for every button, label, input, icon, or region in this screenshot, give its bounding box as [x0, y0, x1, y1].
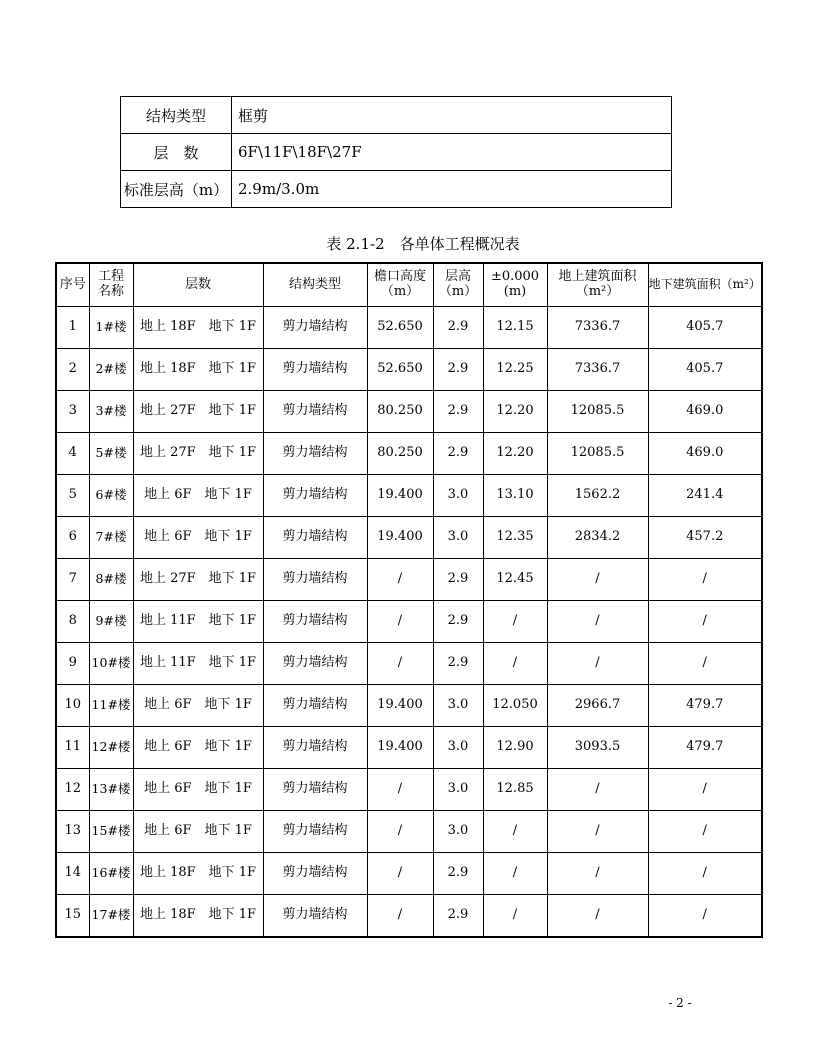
- summary-row: [121, 171, 672, 208]
- cell-above-area: 7336.7: [547, 307, 648, 349]
- table-row: [56, 853, 762, 895]
- cell-structure: 剪力墙结构: [263, 727, 367, 769]
- cell-structure: 剪力墙结构: [263, 685, 367, 727]
- cell-floors: 地上 6F 地下 1F: [133, 685, 263, 727]
- cell-structure: 剪力墙结构: [263, 601, 367, 643]
- cell-name: 6#楼: [89, 475, 133, 517]
- cell-name: 17#楼: [89, 895, 133, 938]
- cell-below-area: 469.0: [648, 391, 762, 433]
- table-row: [56, 685, 762, 727]
- cell-eave-height: 19.400: [367, 685, 433, 727]
- cell-eave-height: /: [367, 895, 433, 938]
- cell-below-area: /: [648, 643, 762, 685]
- cell-below-area: /: [648, 601, 762, 643]
- cell-eave-height: 80.250: [367, 391, 433, 433]
- cell-below-area: /: [648, 811, 762, 853]
- cell-name: 8#楼: [89, 559, 133, 601]
- header-structure: 结构类型: [263, 263, 367, 307]
- header-index: 序号: [56, 263, 89, 307]
- cell-name: 15#楼: [89, 811, 133, 853]
- table-row: [56, 727, 762, 769]
- cell-story-height: 3.0: [433, 517, 483, 559]
- cell-zero-level: /: [483, 895, 547, 938]
- cell-eave-height: 52.650: [367, 349, 433, 391]
- cell-floors: 地上 18F 地下 1F: [133, 853, 263, 895]
- cell-name: 11#楼: [89, 685, 133, 727]
- cell-above-area: /: [547, 601, 648, 643]
- header-eave-height: 檐口高度 （m）: [367, 263, 433, 307]
- cell-eave-height: /: [367, 559, 433, 601]
- cell-zero-level: /: [483, 601, 547, 643]
- header-floors: 层数: [133, 263, 263, 307]
- cell-zero-level: 12.20: [483, 391, 547, 433]
- table-row: [56, 643, 762, 685]
- cell-above-area: 2834.2: [547, 517, 648, 559]
- table-row: [56, 433, 762, 475]
- cell-above-area: /: [547, 853, 648, 895]
- cell-eave-height: /: [367, 811, 433, 853]
- cell-story-height: 3.0: [433, 811, 483, 853]
- cell-story-height: 3.0: [433, 727, 483, 769]
- summary-table: [120, 96, 672, 208]
- cell-floors: 地上 18F 地下 1F: [133, 349, 263, 391]
- cell-eave-height: /: [367, 853, 433, 895]
- cell-floors: 地上 11F 地下 1F: [133, 601, 263, 643]
- cell-above-area: 2966.7: [547, 685, 648, 727]
- cell-floors: 地上 6F 地下 1F: [133, 727, 263, 769]
- cell-story-height: 2.9: [433, 895, 483, 938]
- cell-story-height: 2.9: [433, 349, 483, 391]
- cell-below-area: 479.7: [648, 727, 762, 769]
- cell-story-height: 2.9: [433, 433, 483, 475]
- summary-label: 标准层高（m）: [121, 171, 232, 208]
- cell-floors: 地上 6F 地下 1F: [133, 517, 263, 559]
- cell-index: 5: [56, 475, 89, 517]
- cell-index: 14: [56, 853, 89, 895]
- cell-eave-height: /: [367, 643, 433, 685]
- cell-above-area: 12085.5: [547, 391, 648, 433]
- summary-value: 框剪: [232, 97, 672, 134]
- cell-name: 16#楼: [89, 853, 133, 895]
- cell-structure: 剪力墙结构: [263, 895, 367, 938]
- cell-eave-height: 19.400: [367, 475, 433, 517]
- cell-story-height: 2.9: [433, 853, 483, 895]
- cell-index: 15: [56, 895, 89, 938]
- cell-above-area: 7336.7: [547, 349, 648, 391]
- cell-index: 6: [56, 517, 89, 559]
- cell-zero-level: 12.35: [483, 517, 547, 559]
- cell-floors: 地上 18F 地下 1F: [133, 895, 263, 938]
- cell-zero-level: 12.45: [483, 559, 547, 601]
- cell-index: 1: [56, 307, 89, 349]
- cell-structure: 剪力墙结构: [263, 391, 367, 433]
- header-name: 工程 名称: [89, 263, 133, 307]
- cell-name: 10#楼: [89, 643, 133, 685]
- cell-eave-height: /: [367, 601, 433, 643]
- cell-story-height: 2.9: [433, 643, 483, 685]
- summary-row: [121, 97, 672, 134]
- cell-above-area: 1562.2: [547, 475, 648, 517]
- cell-structure: 剪力墙结构: [263, 307, 367, 349]
- cell-zero-level: 12.050: [483, 685, 547, 727]
- cell-structure: 剪力墙结构: [263, 853, 367, 895]
- cell-index: 9: [56, 643, 89, 685]
- cell-story-height: 3.0: [433, 475, 483, 517]
- cell-below-area: /: [648, 853, 762, 895]
- cell-below-area: 457.2: [648, 517, 762, 559]
- cell-structure: 剪力墙结构: [263, 349, 367, 391]
- cell-name: 9#楼: [89, 601, 133, 643]
- cell-below-area: /: [648, 769, 762, 811]
- header-above-area: 地上建筑面积 （m²）: [547, 263, 648, 307]
- cell-name: 2#楼: [89, 349, 133, 391]
- cell-index: 12: [56, 769, 89, 811]
- table-row: [56, 559, 762, 601]
- cell-zero-level: 12.90: [483, 727, 547, 769]
- cell-zero-level: /: [483, 853, 547, 895]
- cell-structure: 剪力墙结构: [263, 433, 367, 475]
- cell-eave-height: 80.250: [367, 433, 433, 475]
- table-row: [56, 811, 762, 853]
- cell-structure: 剪力墙结构: [263, 643, 367, 685]
- cell-zero-level: 12.15: [483, 307, 547, 349]
- cell-floors: 地上 11F 地下 1F: [133, 643, 263, 685]
- header-zero-level: ±0.000 (m): [483, 263, 547, 307]
- summary-value: 2.9m/3.0m: [232, 171, 672, 208]
- cell-index: 2: [56, 349, 89, 391]
- cell-floors: 地上 6F 地下 1F: [133, 475, 263, 517]
- summary-label: 层 数: [121, 134, 232, 171]
- summary-row: [121, 134, 672, 171]
- cell-story-height: 2.9: [433, 601, 483, 643]
- table-row: [56, 895, 762, 938]
- cell-zero-level: 12.85: [483, 769, 547, 811]
- cell-story-height: 2.9: [433, 559, 483, 601]
- cell-eave-height: 19.400: [367, 517, 433, 559]
- cell-above-area: /: [547, 769, 648, 811]
- cell-floors: 地上 27F 地下 1F: [133, 433, 263, 475]
- cell-name: 13#楼: [89, 769, 133, 811]
- cell-name: 3#楼: [89, 391, 133, 433]
- table-row: [56, 307, 762, 349]
- cell-story-height: 2.9: [433, 307, 483, 349]
- cell-story-height: 2.9: [433, 391, 483, 433]
- table-row: [56, 517, 762, 559]
- cell-story-height: 3.0: [433, 685, 483, 727]
- cell-above-area: /: [547, 895, 648, 938]
- summary-label: 结构类型: [121, 97, 232, 134]
- table-row: [56, 769, 762, 811]
- cell-zero-level: 13.10: [483, 475, 547, 517]
- cell-index: 13: [56, 811, 89, 853]
- cell-structure: 剪力墙结构: [263, 769, 367, 811]
- table-row: [56, 475, 762, 517]
- cell-above-area: /: [547, 811, 648, 853]
- cell-name: 7#楼: [89, 517, 133, 559]
- cell-zero-level: 12.25: [483, 349, 547, 391]
- header-story-height: 层高 （m）: [433, 263, 483, 307]
- header-row: [56, 263, 762, 307]
- cell-floors: 地上 27F 地下 1F: [133, 391, 263, 433]
- cell-zero-level: /: [483, 811, 547, 853]
- cell-below-area: 241.4: [648, 475, 762, 517]
- cell-structure: 剪力墙结构: [263, 475, 367, 517]
- table-caption: 表 2.1-2 各单体工程概况表: [326, 235, 520, 253]
- cell-structure: 剪力墙结构: [263, 517, 367, 559]
- header-below-area: 地下建筑面积（m²）: [648, 263, 762, 307]
- cell-floors: 地上 18F 地下 1F: [133, 307, 263, 349]
- cell-floors: 地上 6F 地下 1F: [133, 769, 263, 811]
- cell-below-area: 469.0: [648, 433, 762, 475]
- cell-zero-level: 12.20: [483, 433, 547, 475]
- cell-index: 3: [56, 391, 89, 433]
- cell-name: 1#楼: [89, 307, 133, 349]
- cell-index: 10: [56, 685, 89, 727]
- cell-floors: 地上 6F 地下 1F: [133, 811, 263, 853]
- buildings-table: [55, 262, 763, 938]
- table-row: [56, 349, 762, 391]
- cell-above-area: 3093.5: [547, 727, 648, 769]
- cell-index: 4: [56, 433, 89, 475]
- cell-name: 5#楼: [89, 433, 133, 475]
- cell-eave-height: /: [367, 769, 433, 811]
- cell-index: 7: [56, 559, 89, 601]
- cell-above-area: /: [547, 559, 648, 601]
- cell-zero-level: /: [483, 643, 547, 685]
- table-row: [56, 601, 762, 643]
- cell-story-height: 3.0: [433, 769, 483, 811]
- cell-below-area: /: [648, 559, 762, 601]
- cell-floors: 地上 27F 地下 1F: [133, 559, 263, 601]
- summary-value: 6F\11F\18F\27F: [232, 134, 672, 171]
- table-row: [56, 391, 762, 433]
- cell-eave-height: 19.400: [367, 727, 433, 769]
- page-number: - 2 -: [668, 996, 692, 1010]
- cell-structure: 剪力墙结构: [263, 811, 367, 853]
- cell-below-area: /: [648, 895, 762, 938]
- cell-index: 11: [56, 727, 89, 769]
- cell-above-area: /: [547, 643, 648, 685]
- cell-name: 12#楼: [89, 727, 133, 769]
- cell-eave-height: 52.650: [367, 307, 433, 349]
- cell-below-area: 405.7: [648, 307, 762, 349]
- cell-below-area: 405.7: [648, 349, 762, 391]
- cell-structure: 剪力墙结构: [263, 559, 367, 601]
- cell-below-area: 479.7: [648, 685, 762, 727]
- cell-index: 8: [56, 601, 89, 643]
- cell-above-area: 12085.5: [547, 433, 648, 475]
